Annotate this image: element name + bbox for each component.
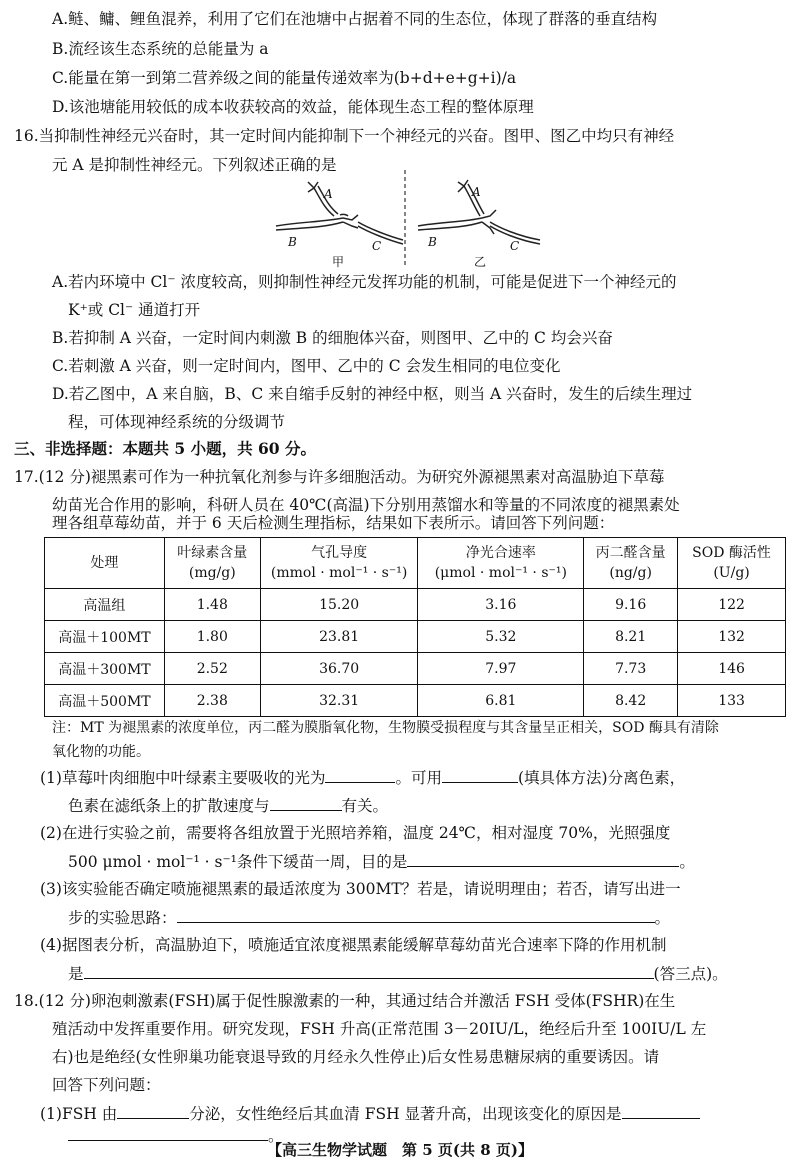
q17-sub1-cont	[68, 794, 388, 817]
header-sod: SOD 酶活性 (U/g)	[678, 538, 786, 589]
table-row	[45, 589, 786, 621]
q17-sub1-text-b: 。可用	[395, 769, 442, 787]
q18-stem-line2: 殖活动中发挥重要作用。研究发现，FSH 升高(正常范围 3－20IU/L，绝经后升至 100IU/L 左	[52, 1020, 707, 1038]
caption-right: 乙	[474, 255, 487, 269]
cell: 高温组	[45, 589, 165, 621]
cell: 15.20	[260, 589, 418, 621]
cell: 1.80	[164, 621, 260, 653]
answer-blank[interactable]	[325, 766, 395, 783]
q16-option-d-cont: 程，可体现神经系统的分级调节	[68, 413, 286, 431]
header-mda: 丙二醛含量 (ng/g)	[584, 538, 678, 589]
table-row	[45, 621, 786, 653]
cell: 3.16	[418, 589, 584, 621]
table-header-row	[45, 538, 786, 589]
caption-left: 甲	[332, 255, 345, 269]
q17-sub1-text-a: (1)草莓叶肉细胞中叶绿素主要吸收的光为	[40, 769, 326, 787]
cell: 6.81	[418, 685, 584, 717]
header-photosynthesis: 净光合速率 (μmol · mol⁻¹ · s⁻¹)	[418, 538, 584, 589]
q17-sub1-text-e: 有关。	[341, 797, 389, 815]
q16-option-d: D.若乙图中，A 来自脑，B、C 来自缩手反射的神经中枢，则当 A 兴奋时，发生的后续生理过	[52, 385, 693, 403]
q17-stem-line2: 幼苗光合作用的影响，科研人员在 40℃(高温)下分别用蒸馏水和等量的不同浓度的褪黑素处	[52, 496, 680, 514]
q18-stem-line3: 右)也是绝经(女性卵巢功能衰退导致的月经永久性停止)后女性易患糖尿病的重要诱因。请	[52, 1048, 660, 1066]
prev-option-d: D.该池塘能用较低的成本收获较高的效益，能体现生态工程的整体原理	[52, 98, 534, 116]
q17-sub1-text-d: 色素在滤纸条上的扩散速度与	[68, 797, 270, 815]
cell: 133	[678, 685, 786, 717]
label-b-right: B	[428, 235, 437, 249]
table-row	[45, 653, 786, 685]
label-c-left: C	[372, 239, 382, 253]
q18-sub1-text-b: 分泌，女性绝经后其血清 FSH 显著升高，出现该变化的原因是	[189, 1105, 622, 1123]
q17-stem-line3: 理各组草莓幼苗，并于 6 天后检测生理指标，结果如下表所示。请回答下列问题：	[52, 514, 615, 532]
label-a-left: A	[324, 187, 333, 201]
cell: 36.70	[260, 653, 418, 685]
q16-option-a-cont: K⁺或 Cl⁻ 通道打开	[68, 301, 201, 319]
answer-blank[interactable]	[407, 850, 679, 867]
prev-option-a: A.鲢、鳙、鲤鱼混养，利用了它们在池塘中占据着不同的生态位，体现了群落的垂直结构	[52, 10, 658, 28]
prev-option-c: C.能量在第一到第二营养级之间的能量传递效率为(b+d+e+g+i)/a	[52, 69, 517, 87]
q18-sub1	[40, 1102, 700, 1125]
cell: 5.32	[418, 621, 584, 653]
q17-sub3-text-c: 。	[654, 909, 671, 927]
label-c-right: C	[510, 239, 520, 253]
q18-stem-line1: 18.(12 分)卵泡刺激素(FSH)属于促性腺激素的一种，其通过结合并激活 FSH 受体(FSHR)在生	[14, 992, 676, 1010]
cell: 高温＋100MT	[45, 621, 165, 653]
q17-sub4: (4)据图表分析，高温胁迫下，喷施适宜浓度褪黑素能缓解草莓幼苗光合速率下降的作用机制	[40, 936, 667, 954]
q17-sub4-text-c: (答三点)。	[653, 965, 728, 983]
label-a-right: A	[472, 185, 481, 199]
q17-sub3-cont	[68, 906, 670, 929]
cell: 7.97	[418, 653, 584, 685]
q16-option-b: B.若抑制 A 兴奋，一定时间内刺激 B 的细胞体兴奋，则图甲、乙中的 C 均会兴奋	[52, 329, 613, 347]
q17-sub2: (2)在进行实验之前，需要将各组放置于光照培养箱，温度 24℃，相对湿度 70%，光照强度	[40, 824, 671, 842]
prev-option-b: B.流经该生态系统的总能量为 a	[52, 40, 269, 58]
cell: 23.81	[260, 621, 418, 653]
q17-sub2-text-b: 500 μmol · mol⁻¹ · s⁻¹条件下缓苗一周，目的是	[68, 853, 408, 871]
q17-sub4-cont	[68, 962, 728, 985]
cell: 7.73	[584, 653, 678, 685]
q17-sub3: (3)该实验能否确定喷施褪黑素的最适浓度为 300MT？若是，请说明理由；若否，请写出进一	[40, 880, 681, 898]
cell: 8.21	[584, 621, 678, 653]
q18-sub1-text-c: 。	[268, 1127, 284, 1145]
cell: 32.31	[260, 685, 418, 717]
cell: 2.52	[164, 653, 260, 685]
q17-sub3-text-b: 步的实验思路：	[68, 909, 177, 927]
q17-note-line2: 氧化物的功能。	[52, 744, 150, 760]
neuron-figure	[268, 170, 548, 270]
answer-blank[interactable]	[270, 794, 342, 811]
q16-stem-line1: 16.当抑制性神经元兴奋时，其一定时间内能抑制下一个神经元的兴奋。图甲、图乙中均只有神经	[14, 127, 675, 145]
answer-blank[interactable]	[177, 906, 655, 923]
q17-sub2-text-c: 。	[679, 853, 695, 871]
cell: 2.38	[164, 685, 260, 717]
cell: 9.16	[584, 589, 678, 621]
header-treatment: 处理	[45, 538, 165, 589]
q16-stem-line2: 元 A 是抑制性神经元。下列叙述正确的是	[52, 156, 337, 174]
q17-sub4-text-b: 是	[68, 965, 84, 983]
section-3-heading: 三、非选择题：本题共 5 小题，共 60 分。	[14, 439, 316, 458]
page-footer: 【高三生物学试题 第 5 页(共 8 页)】	[267, 1141, 533, 1159]
header-chlorophyll: 叶绿素含量 (mg/g)	[164, 538, 260, 589]
label-b-left: B	[288, 235, 297, 249]
results-table	[44, 537, 786, 717]
q18-sub1-text-a: (1)FSH 由	[40, 1105, 118, 1123]
cell: 8.42	[584, 685, 678, 717]
cell: 1.48	[164, 589, 260, 621]
cell: 132	[678, 621, 786, 653]
q18-stem-line4: 回答下列问题：	[52, 1076, 161, 1094]
header-stomatal: 气孔导度 (mmol · mol⁻¹ · s⁻¹)	[260, 538, 418, 589]
q17-note-line1: 注：MT 为褪黑素的浓度单位，丙二醛为膜脂氧化物，生物膜受损程度与其含量呈正相关，SOD 酶具有清除	[52, 720, 719, 736]
q17-stem-line1: 17.(12 分)褪黑素可作为一种抗氧化剂参与许多细胞活动。为研究外源褪黑素对高温胁迫下草莓	[14, 468, 665, 486]
q17-sub1-text-c: (填具体方法)分离色素，	[517, 769, 686, 787]
cell: 122	[678, 589, 786, 621]
q16-option-a: A.若内环境中 Cl⁻ 浓度较高，则抑制性神经元发挥功能的机制，可能是促进下一个神经元的	[52, 273, 677, 291]
q17-sub1	[40, 766, 685, 789]
q17-sub2-cont	[68, 850, 695, 873]
cell: 高温＋500MT	[45, 685, 165, 717]
answer-blank[interactable]	[117, 1102, 189, 1119]
cell: 146	[678, 653, 786, 685]
answer-blank[interactable]	[84, 962, 654, 979]
q16-option-c: C.若刺激 A 兴奋，则一定时间内，图甲、乙中的 C 会发生相同的电位变化	[52, 357, 561, 375]
cell: 高温＋300MT	[45, 653, 165, 685]
table-row	[45, 685, 786, 717]
answer-blank[interactable]	[442, 766, 518, 783]
answer-blank[interactable]	[622, 1102, 700, 1119]
